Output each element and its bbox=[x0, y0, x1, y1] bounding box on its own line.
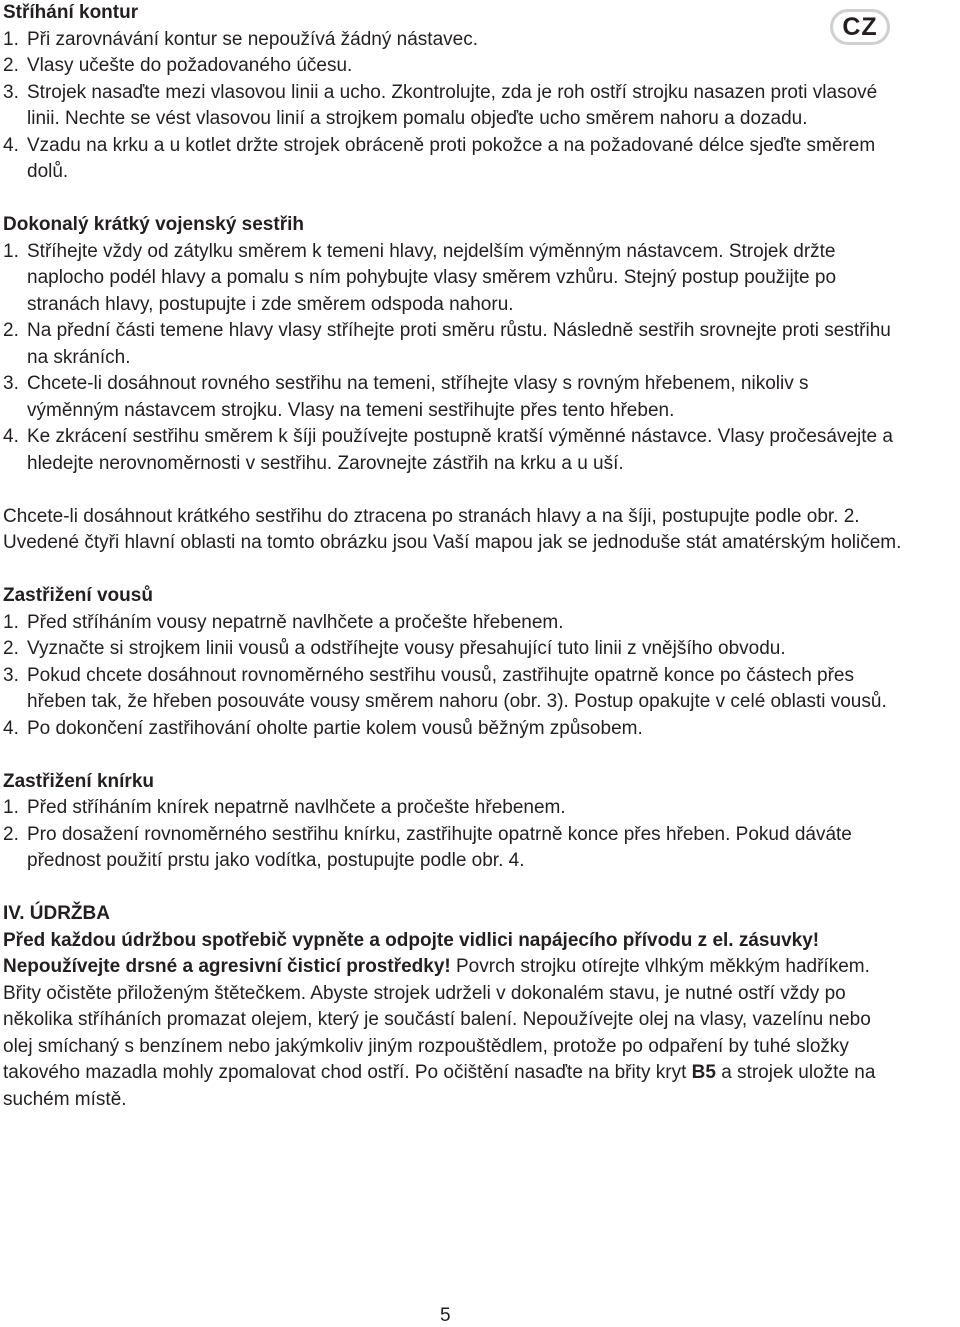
list-item: 2. Na přední části temene hlavy vlasy stříhejte proti směru růstu. Následně sestřih srovnejte proti sestřihu na skráních. bbox=[3, 320, 891, 368]
list-item: 1. Při zarovnávání kontur se nepoužívá žádný nástavec. bbox=[3, 28, 478, 50]
list-item: 3. Pokud chcete dosáhnout rovnoměrného sestřihu vousů, zastřihujte opatrně konce po částech přes hřeben tak, že hřeben posouváte vousy směrem nahoru (obr. 3). Postup opakujte v celé oblasti vousů. bbox=[3, 664, 887, 712]
list-item: 4. Po dokončení zastřihování oholte partie kolem vousů běžným způsobem. bbox=[3, 717, 643, 739]
maintenance-warning: Před každou údržbou spotřebič vypněte a odpojte vidlici napájecího přívodu z el. zásuvky! Nepoužívejte drsné a agresivní čisticí prostředky! bbox=[3, 929, 820, 977]
list-item: 4. Ke zkrácení sestřihu směrem k šíji používejte postupně kratší výměnné nástavce. Vlasy pročesávejte a hledejte nerovnoměrnosti v sestřihu. Zarovnejte zástřih na krku a u uší. bbox=[3, 426, 893, 474]
list-item: 2. Vlasy učešte do požadovaného účesu. bbox=[3, 55, 353, 76]
section-title-military-cut: Dokonalý krátký vojenský sestřih bbox=[3, 214, 304, 235]
page-number: 5 bbox=[440, 1305, 451, 1326]
paragraph-maintenance: Před každou údržbou spotřebič vypněte a odpojte vidlici napájecího přívodu z el. zásuvky! Nepoužívejte drsné a agresivní čisticí prostředky! Povrch strojku otírejte vlhkým měkkým hadříkem. Břity očistěte přiloženým štětečkem. Abyste strojek udrželi v dokonalém stavu, je nutné ostří vždy po několika stříháních promazat olejem, který je součástí balení. Nepoužívejte olej na vlasy, vazelínu nebo olej smíchaný s benzínem nebo jakýmkoliv jiným rozpouštědlem, protože po odpaření by tuhé složky takového mazadla mohly zpomalovat chod ostří. Po očištění nasaďte na břity kryt B5 a strojek uložte na suchém místě. bbox=[3, 929, 876, 1110]
list-item: 1. Před stříháním knírek nepatrně navlhčete a pročešte hřebenem. bbox=[3, 797, 566, 818]
list-item: 4. Vzadu na krku a u kotlet držte strojek obráceně proti pokožce a na požadované délce sjeďte směrem dolů. bbox=[3, 134, 876, 182]
list-item: 1. Před stříháním vousy nepatrně navlhčete a pročešte hřebenem. bbox=[3, 611, 564, 633]
list-item: 2. Vyznačte si strojkem linii vousů a odstříhejte vousy přesahující tuto linii z vnějšího obvodu. bbox=[3, 638, 786, 659]
section-title-beard: Zastřižení vousů bbox=[3, 585, 153, 606]
section-title-moustache: Zastřižení knírku bbox=[3, 770, 154, 792]
list-item: 1. Stříhejte vždy od zátylku směrem k temeni hlavy, nejdelším výměnným nástavcem. Strojek držte naplocho podél hlavy a pomalu s ním pohybujte vlasy směrem vzhůru. Stejný postup použijte po stranách hlavy, postupujte i zde směrem odspoda nahoru. bbox=[3, 240, 837, 315]
paragraph-fade-cut: Chcete-li dosáhnout krátkého sestřihu do ztracena po stranách hlavy a na šíji, postupujte podle obr. 2. Uvedené čtyři hlavní oblasti na tomto obrázku jsou Vaší mapou jak se jednoduše stát amatérským holičem. bbox=[3, 505, 902, 553]
language-badge-label: CZ bbox=[833, 12, 887, 42]
part-code: B5 bbox=[691, 1062, 716, 1083]
section-title-contours: Stříhání kontur bbox=[3, 2, 139, 23]
list-item: 3. Strojek nasaďte mezi vlasovou linii a ucho. Zkontrolujte, zda je roh ostří strojku nasazen proti vlasové linii. Nechte se vést vlasovou linií a strojkem pomalu objeďte ucho směrem nahoru a dozadu. bbox=[3, 81, 878, 129]
document-body bbox=[3, 0, 903, 1113]
list-item: 2. Pro dosažení rovnoměrného sestřihu knírku, zastřihujte opatrně konce přes hřeben. Pokud dáváte přednost použití prstu jako vodítka, postupujte podle obr. 4. bbox=[3, 823, 852, 871]
list-item: 3. Chcete-li dosáhnout rovného sestřihu na temeni, stříhejte vlasy s rovným hřebenem, nikoliv s výměnným nástavcem strojku. Vlasy na temeni sestřihujte přes tento hřeben. bbox=[3, 373, 809, 421]
section-title-maintenance: IV. ÚDRŽBA bbox=[3, 903, 110, 924]
